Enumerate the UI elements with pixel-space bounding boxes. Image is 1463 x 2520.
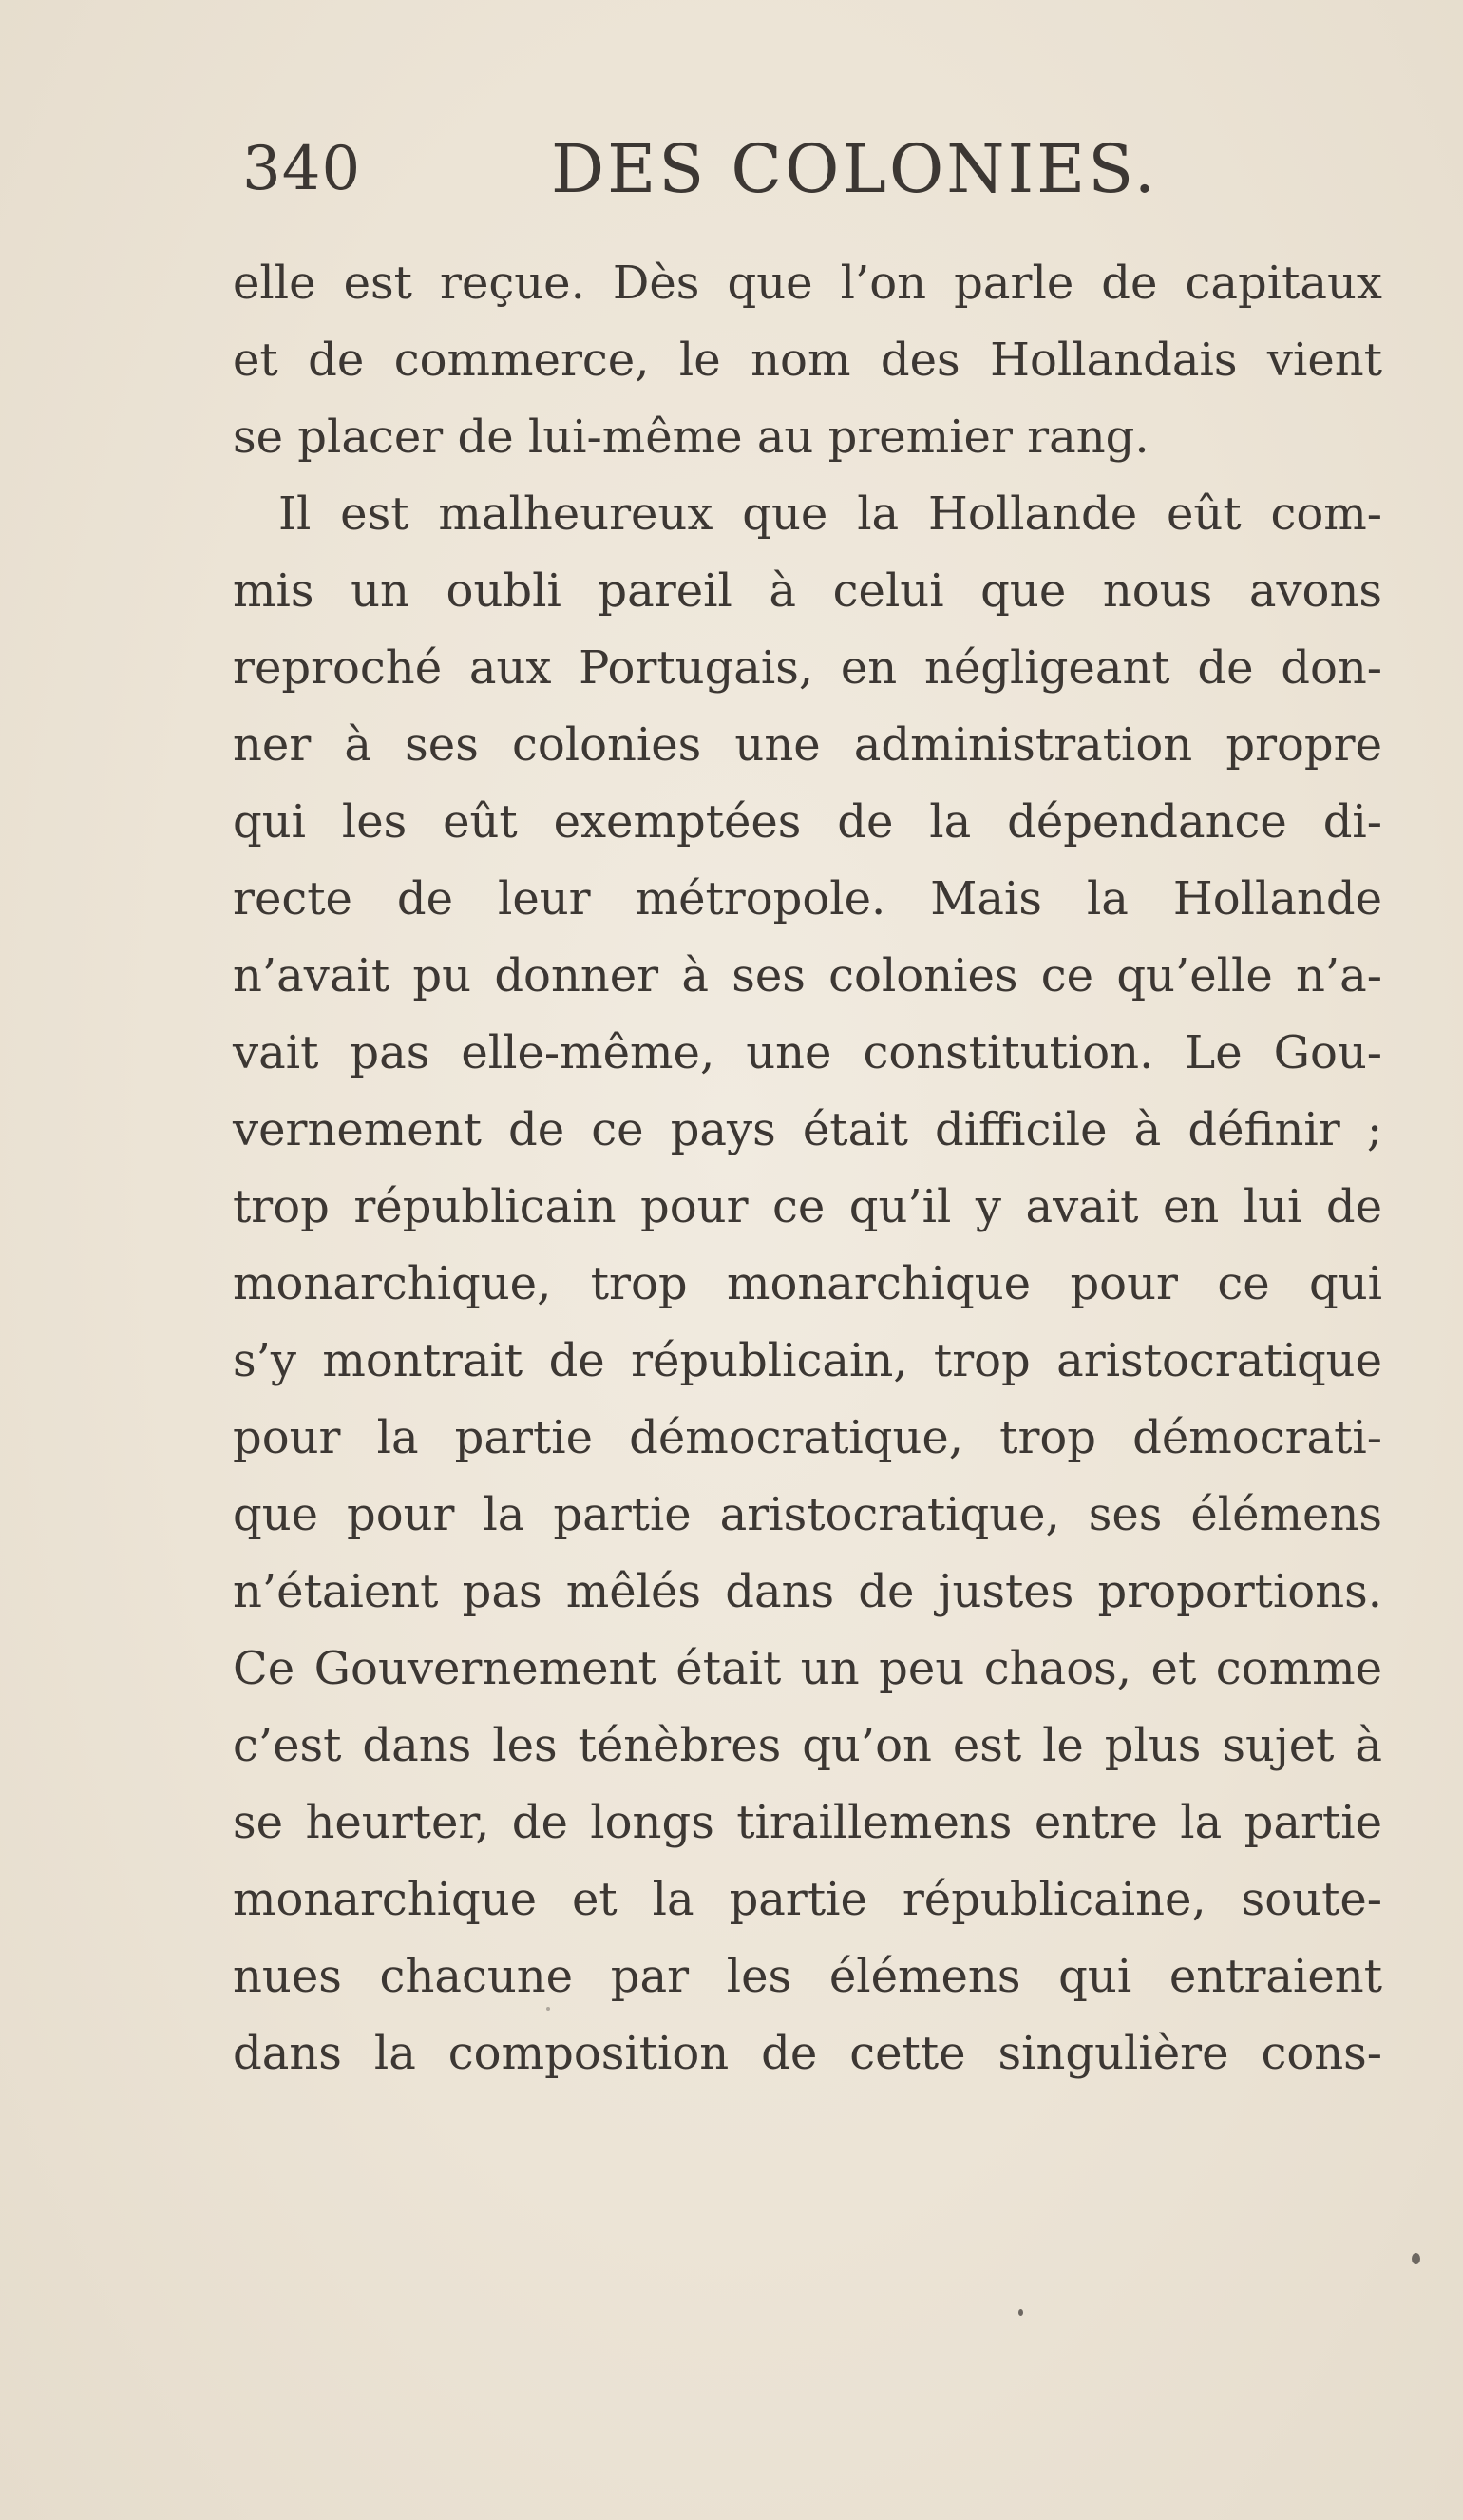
text-line: pour la partie démocratique, trop démocrati- xyxy=(233,1411,1382,1464)
text-line: vernement de ce pays était difficile à définir ; xyxy=(233,1103,1382,1156)
text-line: Ce Gouvernement était un peu chaos, et comme xyxy=(233,1642,1382,1695)
text-line: trop républicain pour ce qu’il y avait en lui de xyxy=(233,1180,1382,1233)
page-header xyxy=(0,131,1463,207)
running-head: DES COLONIES. xyxy=(551,130,1158,208)
text-line: Il est malheureux que la Hollande eût com- xyxy=(278,487,1382,541)
text-line: monarchique, trop monarchique pour ce qui xyxy=(233,1257,1382,1310)
text-line: n’avait pu donner à ses colonies ce qu’elle n’a- xyxy=(233,949,1382,1002)
text-line: mis un oubli pareil à celui que nous avons xyxy=(233,564,1382,618)
text-line: s’y montrait de républicain, trop aristocratique xyxy=(233,1334,1382,1387)
text-line: recte de leur métropole. Mais la Hollande xyxy=(233,872,1382,926)
text-line: et de commerce, le nom des Hollandais vient xyxy=(233,334,1382,387)
text-line: elle est reçue. Dès que l’on parle de capitaux xyxy=(233,257,1382,310)
text-line: se heurter, de longs tiraillemens entre la partie xyxy=(233,1796,1382,1849)
body-text xyxy=(233,245,1382,2092)
text-line: ner à ses colonies une administration propre xyxy=(233,718,1382,772)
text-line: dans la composition de cette singulière cons- xyxy=(233,2027,1382,2080)
text-line: n’étaient pas mêlés dans de justes proportions. xyxy=(233,1565,1382,1618)
text-line: monarchique et la partie républicaine, soute- xyxy=(233,1873,1382,1926)
text-line: reproché aux Portugais, en négligeant de don- xyxy=(233,641,1382,695)
page-number: 340 xyxy=(242,134,362,204)
text-line: qui les eût exemptées de la dépendance di- xyxy=(233,795,1382,849)
text-line: nues chacune par les élémens qui entraient xyxy=(233,1950,1382,2003)
paper-speck xyxy=(1018,2309,1023,2316)
paper-speck xyxy=(1412,2253,1420,2264)
paper-speck xyxy=(978,1057,981,1060)
text-line: vait pas elle-même, une constitution. Le Gou- xyxy=(233,1026,1382,1079)
text-line: c’est dans les ténèbres qu’on est le plus sujet à xyxy=(233,1719,1382,1772)
text-line: que pour la partie aristocratique, ses élémens xyxy=(233,1488,1382,1541)
paper-speck xyxy=(546,2007,550,2011)
text-line: se placer de lui-même au premier rang. xyxy=(233,410,1150,464)
